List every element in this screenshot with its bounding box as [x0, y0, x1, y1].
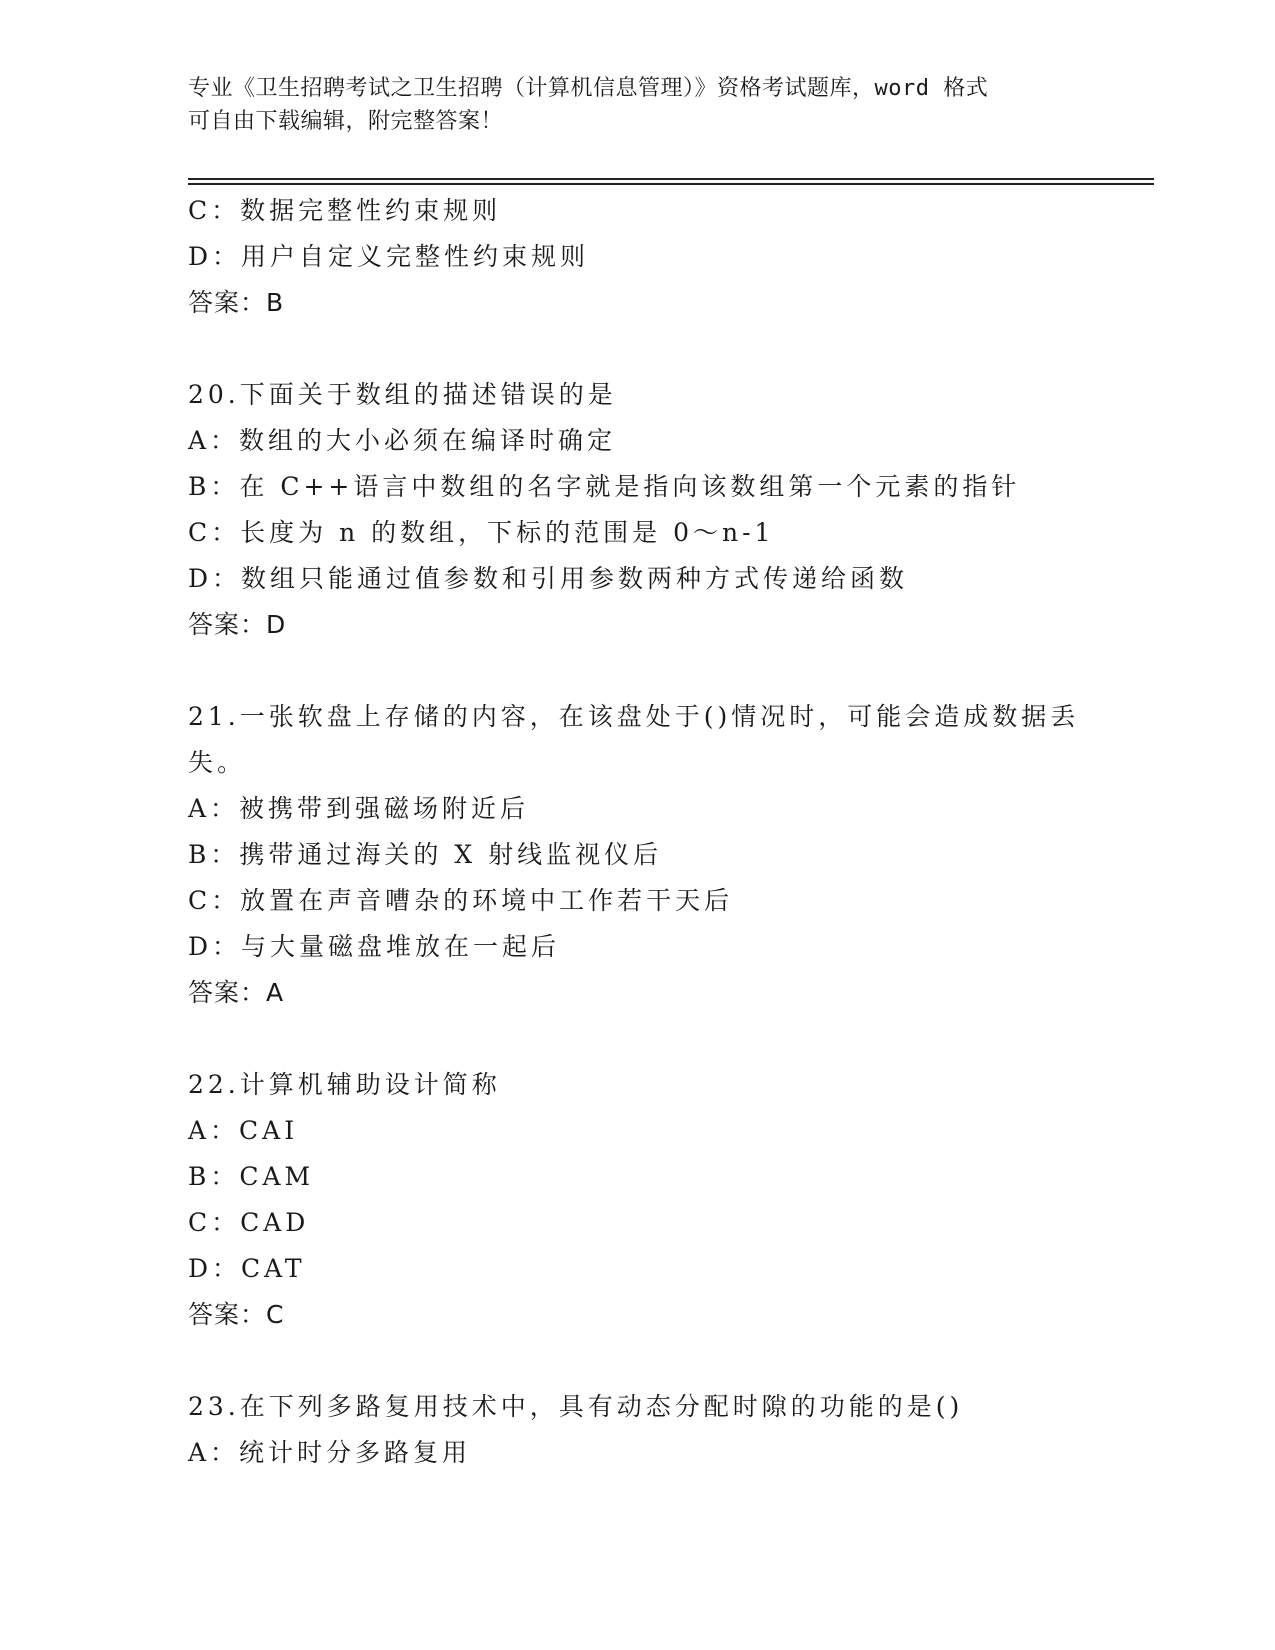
option-c: C：数据完整性约束规则: [188, 196, 502, 225]
option-b: B：CAM: [188, 1162, 315, 1191]
header-divider-bottom: [188, 183, 1154, 185]
answer: 答案：A: [188, 978, 285, 1007]
answer: 答案：B: [188, 288, 285, 317]
option-c: C：CAD: [188, 1208, 310, 1237]
question-stem: 21.一张软盘上存储的内容，在该盘处于()情况时，可能会造成数据丢失。: [188, 702, 1080, 777]
question-19-tail: [188, 188, 1088, 326]
option-d: D：CAT: [188, 1254, 306, 1283]
question-stem: 22.计算机辅助设计简称: [188, 1070, 501, 1099]
answer: 答案：C: [188, 1300, 285, 1329]
option-a: A：被携带到强磁场附近后: [188, 794, 530, 823]
option-a: A：CAI: [188, 1116, 299, 1145]
question-stem: 23.在下列多路复用技术中，具有动态分配时隙的功能的是(): [188, 1392, 964, 1421]
answer: 答案：D: [188, 610, 287, 639]
question-21: [188, 694, 1088, 1016]
question-23: [188, 1384, 1088, 1476]
option-c: C：放置在声音嘈杂的环境中工作若干天后: [188, 886, 734, 915]
option-a: A：统计时分多路复用: [188, 1438, 472, 1467]
question-list: [188, 188, 1088, 1476]
question-20: [188, 372, 1088, 648]
header-line-2: 可自由下载编辑，附完整答案！: [188, 109, 504, 134]
header-line-1: 专业《卫生招聘考试之卫生招聘（计算机信息管理）》资格考试题库，word 格式: [188, 76, 989, 101]
header-divider-top: [188, 178, 1154, 180]
option-b: B：在 C++语言中数组的名字就是指向该数组第一个元素的指针: [188, 472, 1021, 501]
option-c: C：长度为 n 的数组，下标的范围是 0～n-1: [188, 518, 775, 547]
option-d: D：与大量磁盘堆放在一起后: [188, 932, 561, 961]
question-22: [188, 1062, 1088, 1338]
document-header: [188, 72, 1088, 138]
question-stem: 20.下面关于数组的描述错误的是: [188, 380, 617, 409]
option-a: A：数组的大小必须在编译时确定: [188, 426, 617, 455]
option-d: D：数组只能通过值参数和引用参数两种方式传递给函数: [188, 564, 909, 593]
option-d: D：用户自定义完整性约束规则: [188, 242, 590, 271]
option-b: B：携带通过海关的 X 射线监视仪后: [188, 840, 663, 869]
